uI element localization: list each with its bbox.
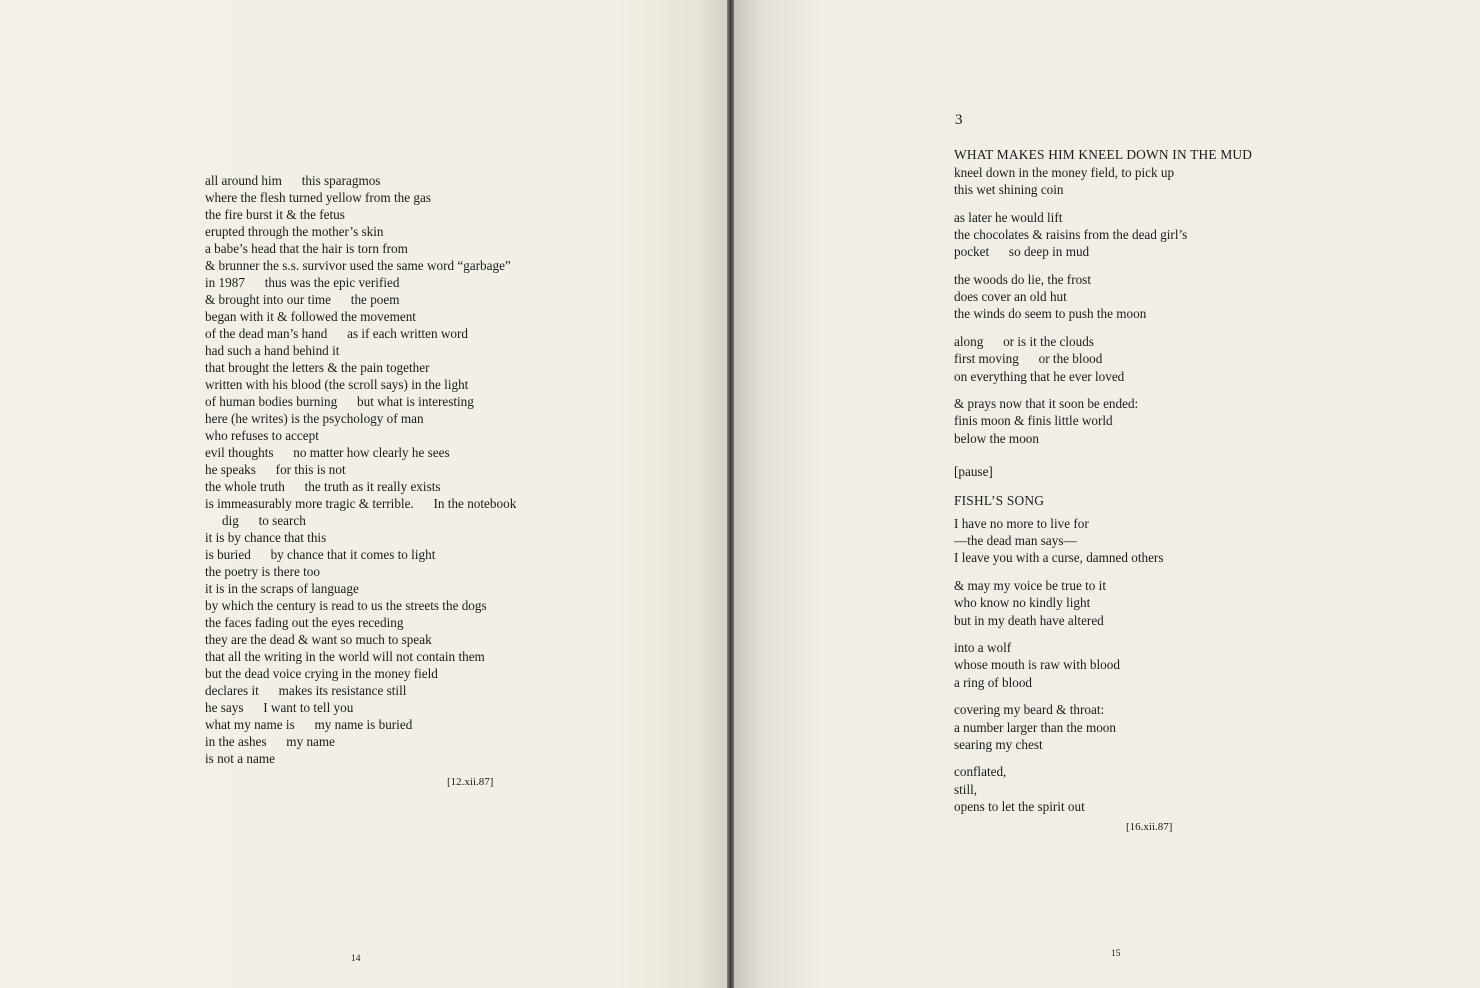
poem-line: the fire burst it & the fetus	[205, 207, 345, 222]
left-page	[0, 0, 727, 988]
poem-line: the whole truth the truth as it really exists	[205, 479, 441, 494]
poem-subtitle: FISHL’S SONG	[954, 493, 1045, 508]
poem-line: who refuses to accept	[205, 428, 319, 443]
poem-line: along or is it the clouds	[954, 334, 1094, 350]
poem-line: the winds do seem to push the moon	[954, 306, 1147, 322]
poem-line: where the flesh turned yellow from the gas	[205, 190, 431, 205]
poem-line: it is in the scraps of language	[205, 581, 359, 596]
poem-line: had such a hand behind it	[205, 343, 340, 358]
poem-line: does cover an old hut	[954, 289, 1067, 305]
poem-title: WHAT MAKES HIM KNEEL DOWN IN THE MUD	[954, 147, 1253, 162]
poem-line: here (he writes) is the psychology of man	[205, 411, 424, 426]
poem-line: & may my voice be true to it	[954, 578, 1106, 594]
poem-line: the chocolates & raisins from the dead girl’s	[954, 227, 1188, 243]
poem-line: searing my chest	[954, 736, 1043, 752]
poem-line: but the dead voice crying in the money field	[205, 666, 438, 681]
poem-line: he says I want to tell you	[205, 700, 354, 715]
poem-line: into a wolf	[954, 640, 1012, 656]
poem-line: that all the writing in the world will not contain them	[205, 649, 485, 664]
poem-line: opens to let the spirit out	[954, 798, 1085, 814]
poem-line: erupted through the mother’s skin	[205, 224, 384, 239]
poem-line: he speaks for this is not	[205, 462, 346, 477]
book-gutter	[727, 0, 734, 988]
poem-line: the faces fading out the eyes receding	[205, 615, 404, 630]
poem-line: & prays now that it soon be ended:	[954, 396, 1139, 412]
poem-line: of the dead man’s hand as if each written word	[205, 326, 468, 341]
right-page	[734, 0, 1480, 988]
date-stamp: [16.xii.87]	[1126, 821, 1173, 833]
poem-line: conflated,	[954, 764, 1007, 780]
poem-line: in the ashes my name	[205, 734, 336, 749]
poem-line: this wet shining coin	[954, 182, 1064, 198]
poem-line: it is by chance that this	[205, 530, 327, 545]
poem-line: & brought into our time the poem	[205, 292, 400, 307]
poem-line: all around him this sparagmos	[205, 173, 381, 188]
poem-line: by which the century is read to us the streets the dogs	[205, 598, 487, 613]
poem-line: that brought the letters & the pain together	[205, 360, 430, 375]
poem-line: they are the dead & want so much to speak	[205, 632, 432, 647]
poem-line: I leave you with a curse, damned others	[954, 550, 1164, 566]
poem-line: the woods do lie, the frost	[954, 272, 1091, 287]
poem-line: in 1987 thus was the epic verified	[205, 275, 400, 290]
poem-line: evil thoughts no matter how clearly he sees	[205, 445, 450, 460]
pause-marker: [pause]	[954, 464, 993, 479]
poem-line: covering my beard & throat:	[954, 702, 1105, 718]
date-stamp: [12.xii.87]	[447, 776, 494, 788]
page-number: 14	[351, 954, 361, 964]
poem-line: is immeasurably more tragic & terrible. In the notebook	[205, 496, 517, 511]
poem-line: a number larger than the moon	[954, 719, 1116, 735]
poem-line: —the dead man says—	[954, 533, 1077, 549]
poem-line: is buried by chance that it comes to light	[205, 547, 436, 562]
poem-line: below the moon	[954, 430, 1039, 446]
poem-line: who know no kindly light	[954, 595, 1091, 611]
poem-line: is not a name	[205, 751, 275, 766]
poem-line: kneel down in the money field, to pick up	[954, 165, 1175, 180]
poem-line: began with it & followed the movement	[205, 309, 416, 324]
poem-line: what my name is my name is buried	[205, 717, 413, 732]
poem-line: the poetry is there too	[205, 564, 320, 579]
page-number: 15	[1111, 949, 1121, 959]
poem-line: a ring of blood	[954, 674, 1033, 690]
poem-line: a babe’s head that the hair is torn from	[205, 241, 408, 256]
poem-line: as later he would lift	[954, 209, 1063, 225]
poem-line: of human bodies burning but what is interesting	[205, 394, 474, 409]
poem-line: finis moon & finis little world	[954, 413, 1113, 429]
poem-line: but in my death have altered	[954, 612, 1104, 628]
poem-line: & brunner the s.s. survivor used the same word “garbage”	[205, 258, 511, 273]
poem-line: whose mouth is raw with blood	[954, 657, 1120, 673]
poem-line: declares it makes its resistance still	[205, 683, 407, 698]
poem-line: on everything that he ever loved	[954, 368, 1125, 384]
poem-line: pocket so deep in mud	[954, 244, 1090, 260]
poem-line: I have no more to live for	[954, 516, 1089, 531]
poem-line: written with his blood (the scroll says) in the light	[205, 377, 469, 392]
section-number: 3	[955, 112, 963, 128]
poem-line: first moving or the blood	[954, 351, 1103, 367]
poem-line: dig to search	[222, 513, 306, 528]
poem-line: still,	[954, 781, 978, 797]
